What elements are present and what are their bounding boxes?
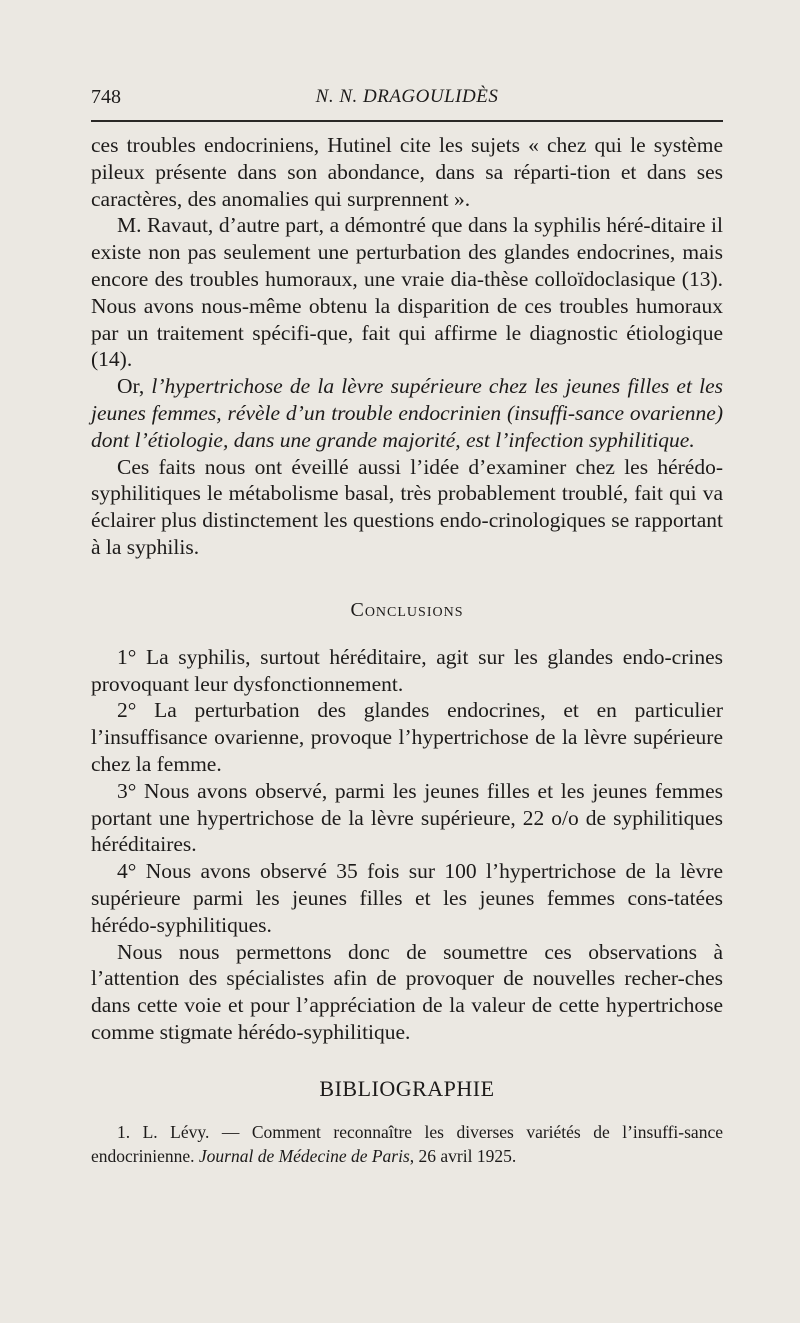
bibliography-entry-1 (91, 1120, 723, 1168)
document-page (91, 80, 723, 1168)
running-title: N. N. DRAGOULIDÈS (315, 86, 499, 107)
page-header (91, 80, 723, 114)
conclusion-item-1: 1° La syphilis, surtout héréditaire, agit sur les glandes endo-crines provoquant leur dysfonctionnement. (91, 644, 723, 696)
paragraph-3-emphasis: l’hypertrichose de la lèvre supérieure chez les jeunes filles et les jeunes femmes, révèle d’un trouble endocrinien (insuffi-sance ovarienne) dont l’étiologie, dans une grande majorité, est l’infection syphilitique. (91, 374, 723, 452)
paragraph-3-prefix: Or, (117, 374, 152, 399)
conclusion-item-4: 4° Nous avons observé 35 fois sur 100 l’hypertrichose de la lèvre supérieure parmi les jeunes filles et les jeunes femmes cons-tatées hérédo-syphilitiques. (91, 859, 723, 937)
paragraph-2: M. Ravaut, d’autre part, a démontré que dans la syphilis héré-ditaire il existe non pas seulement une perturbation des glandes endocrines, mais encore des troubles humoraux, une vraie dia-thèse colloïdoclasique (13). Nous avons nous-même obtenu la disparition de ces troubles humoraux par un traitement spécifi-que, fait qui affirme le diagnostic étiologique (14). (91, 213, 723, 372)
conclusion-item-3: 3° Nous avons observé, parmi les jeunes filles et les jeunes femmes portant une hypertrichose de la lèvre supérieure, 22 o/o de syphilitiques héréditaires. (91, 778, 723, 857)
closing-paragraph: Nous nous permettons donc de soumettre ces observations à l’attention des spécialistes afin de provoquer de nouvelles recher-ches dans cette voie et pour l’appréciation de la valeur de cette hypertrichose comme stigmate hérédo-syphilitique. (91, 939, 723, 1044)
bibliography-heading: BIBLIOGRAPHIE (319, 1075, 495, 1101)
page-number: 748 (91, 86, 121, 108)
bibliography-entry-1-main: 1. L. Lévy. — Comment reconnaître les diverses variétés de l’insuffi-sance endocrinienne. (91, 1121, 723, 1166)
conclusion-item-2: 2° La perturbation des glandes endocrines, et en particulier l’insuffisance ovarienne, provoque l’hypertrichose de la lèvre supérieure chez la femme. (91, 698, 723, 776)
header-rule (91, 120, 723, 122)
paragraph-1: ces troubles endocriniens, Hutinel cite les sujets « chez qui le système pileux présente dans son abondance, dans sa réparti-tion et dans ses caractères, des anomalies qui surprennent ». (91, 133, 723, 211)
paragraph-3 (91, 373, 723, 453)
conclusions-heading: Conclusions (350, 598, 464, 621)
bibliography-entry-1-journal: Journal de Médecine de Paris (198, 1145, 410, 1166)
bibliography-entry-1-tail: , 26 avril 1925. (409, 1145, 517, 1166)
paragraph-4: Ces faits nous ont éveillé aussi l’idée d’examiner chez les hérédo-syphilitiques le métabolisme basal, très probablement troublé, fait qui va éclairer plus distinctement les questions endo-crinologiques se rapportant à la syphilis. (91, 454, 723, 559)
